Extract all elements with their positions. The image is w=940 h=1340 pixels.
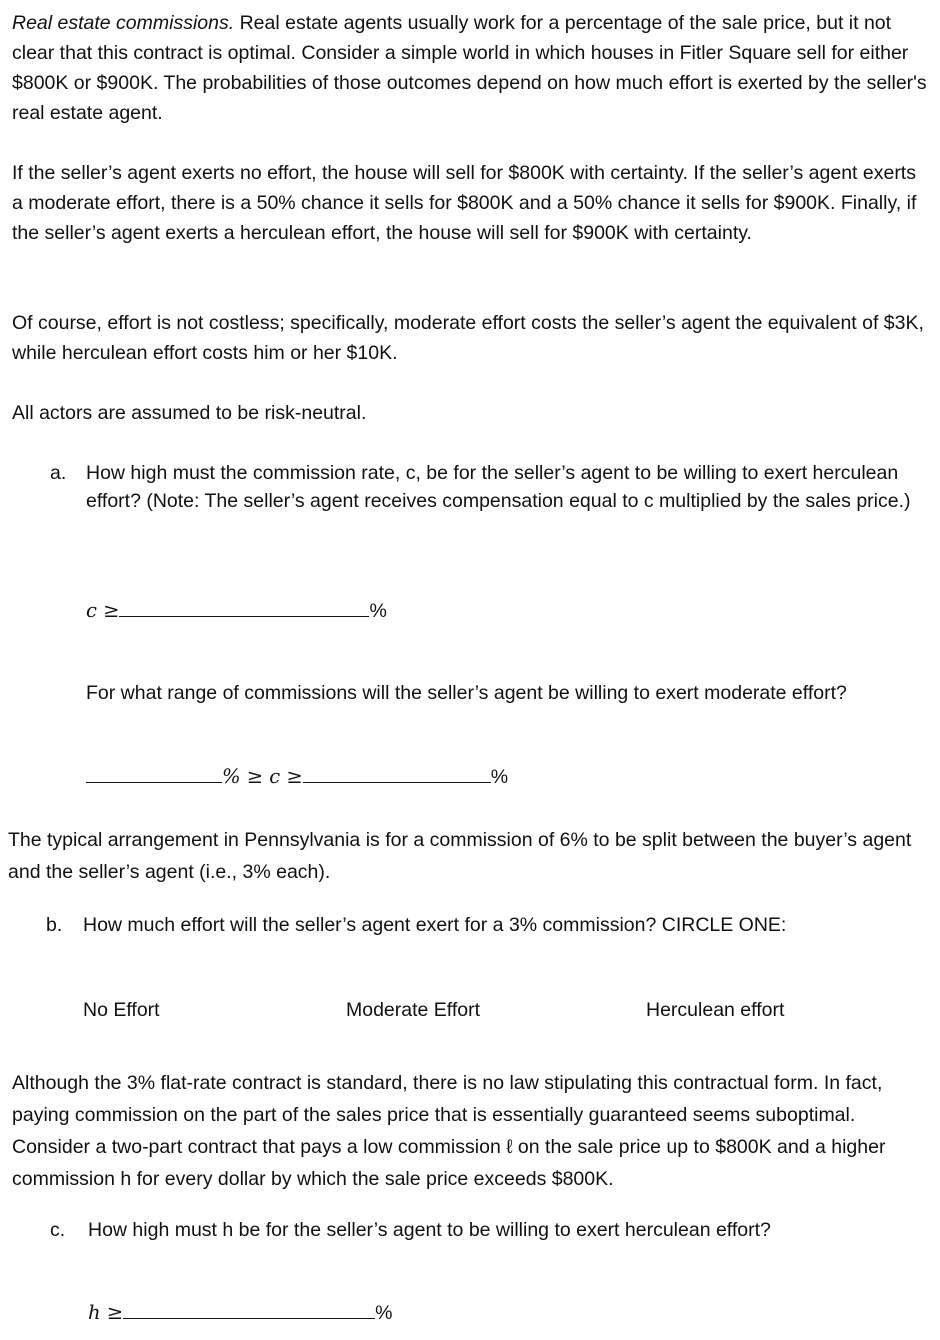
typical-arrangement-paragraph: The typical arrangement in Pennsylvania is for a commission of 6% to be split between the buyer’s agent and the seller’s agent (i.e., 3% each). <box>8 829 912 883</box>
moderate-range-middle: % ≥ c ≥ <box>222 765 303 788</box>
cost-paragraph: Of course, effort is not costless; specifically, moderate effort costs the seller’s agent the equivalent of $3K, while herculean effort costs him or her $10K. <box>12 312 924 364</box>
intro-body: Real estate agents usually work for a percentage of the sale price, but it not clear that this contract is optimal. Consider a simple world in which houses in Fitler Square sell for either $800K or $900K. The probabilities of those outcomes depend on how much effort is exerted by the seller's real estate agent. <box>12 12 927 124</box>
moderate-range-unit: % <box>490 766 509 788</box>
question-b-label: b. <box>46 914 63 936</box>
intro-paragraph <box>12 8 928 128</box>
question-a-var: c ≥ <box>86 599 120 622</box>
question-c-answer-row <box>88 1298 392 1327</box>
question-c-var: h ≥ <box>88 1301 124 1324</box>
moderate-range-lower-blank[interactable] <box>303 762 491 783</box>
moderate-range-upper-blank[interactable] <box>86 762 222 783</box>
question-a-answer-row <box>86 596 387 625</box>
question-a-followup: For what range of commissions will the seller’s agent be willing to exert moderate effort? <box>86 682 847 704</box>
intro-title: Real estate commissions. <box>12 12 235 34</box>
question-a-label: a. <box>50 462 67 484</box>
question-b-text: How much effort will the seller’s agent exert for a 3% commission? CIRCLE ONE: <box>83 914 787 936</box>
question-c-blank[interactable] <box>123 1298 375 1319</box>
choice-herculean-effort[interactable]: Herculean effort <box>646 999 785 1021</box>
question-a-text: How high must the commission rate, c, be for the seller’s agent to be willing to exert herculean effort? (Note: The seller’s agent receives compensation equal to c multiplied by the sales price.) <box>86 462 911 512</box>
choice-no-effort[interactable]: No Effort <box>83 999 160 1021</box>
question-a-unit: % <box>369 600 387 622</box>
question-c-unit: % <box>375 1302 393 1324</box>
question-a-blank[interactable] <box>119 596 369 617</box>
two-part-contract-paragraph: Although the 3% flat-rate contract is standard, there is no law stipulating this contractual form. In fact, paying commission on the part of the sales price that is essentially guaranteed seems suboptimal. Consider a two-part contract that pays a low commission ℓ on the sale price up to $800K and a higher commission h for every dollar by which the sale price exceeds $800K. <box>12 1072 886 1190</box>
effort-paragraph: If the seller’s agent exerts no effort, the house will sell for $800K with certainty. If the seller’s agent exerts a moderate effort, there is a 50% chance it sells for $800K and a 50% chance it sells for $900K. Finally, if the seller’s agent exerts a herculean effort, the house will sell for $900K with certainty. <box>12 162 917 244</box>
risk-neutral-paragraph: All actors are assumed to be risk-neutral. <box>12 402 367 424</box>
moderate-range-row <box>86 762 508 791</box>
question-c-label: c. <box>50 1219 66 1241</box>
choice-moderate-effort[interactable]: Moderate Effort <box>346 999 481 1021</box>
question-c-text: How high must h be for the seller’s agent to be willing to exert herculean effort? <box>88 1219 771 1241</box>
